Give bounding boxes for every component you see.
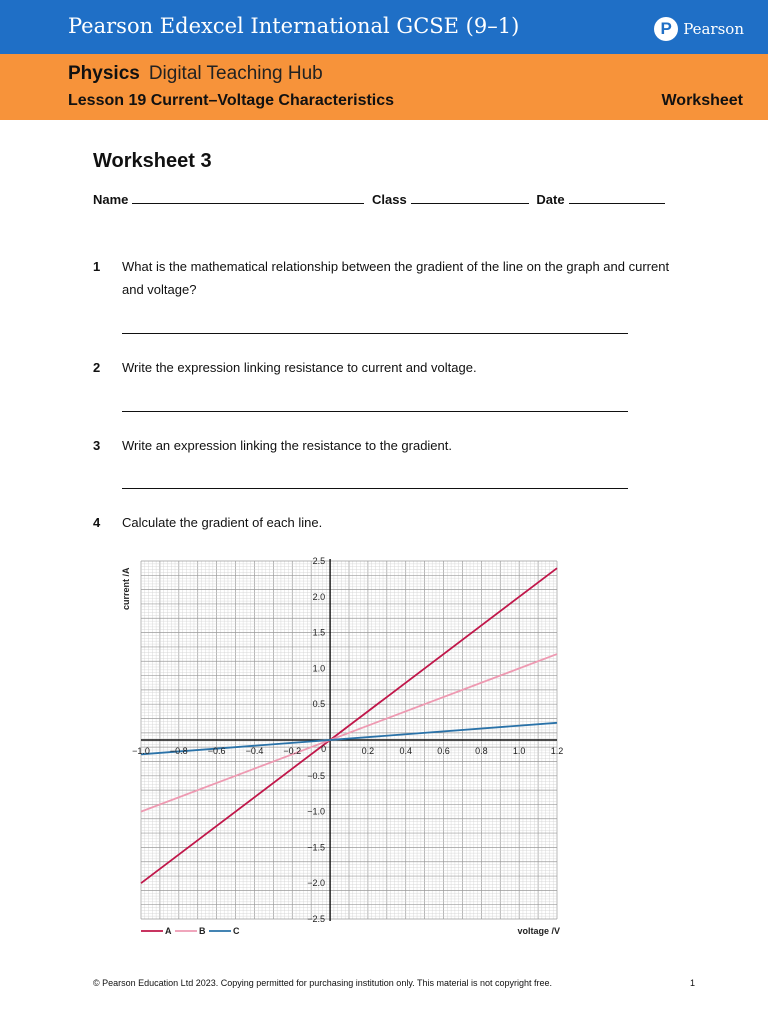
pearson-logo (654, 17, 744, 41)
origin-label: 0 (321, 744, 327, 754)
y-tick-label: −2.0 (307, 878, 326, 889)
x-tick-label: 0.8 (475, 746, 488, 756)
lesson-title: Lesson 19 Current–Voltage Characteristics (68, 92, 395, 109)
x-tick-label: −1.0 (132, 746, 150, 756)
answer-line-1[interactable] (122, 333, 628, 334)
answer-line-3[interactable] (122, 488, 628, 489)
hub-name: Digital Teaching Hub (148, 63, 323, 84)
date-label: Date (536, 192, 565, 207)
y-tick-label: 1.5 (312, 627, 326, 638)
y-tick-label: 2.0 (312, 591, 326, 602)
current-voltage-chart (110, 552, 580, 942)
student-fields (93, 191, 669, 207)
y-tick-label: −1.5 (307, 842, 326, 853)
pearson-logo-icon: P (654, 17, 678, 41)
question-text: What is the mathematical relationship between the gradient of the line on the graph and current and voltage? (122, 259, 670, 297)
question-number: 4 (93, 515, 101, 530)
question-text: Calculate the gradient of each line. (122, 515, 323, 530)
x-tick-label: −0.6 (207, 746, 226, 756)
worksheet-title: Worksheet 3 (93, 150, 212, 172)
question-number: 1 (93, 259, 101, 274)
x-tick-label: −0.8 (169, 746, 188, 756)
page-number: 1 (690, 978, 696, 988)
y-tick-label: −0.5 (307, 770, 326, 781)
class-field[interactable] (411, 191, 529, 204)
x-tick-label: 1.0 (512, 746, 526, 756)
class-label: Class (372, 192, 407, 207)
y-tick-label: −2.5 (307, 914, 326, 924)
copyright-notice: © Pearson Education Ltd 2023. Copying permitted for purchasing institution only. This material is not copyright free. (93, 978, 553, 988)
date-field[interactable] (569, 191, 665, 204)
legend-label-b: B (199, 926, 206, 936)
answer-line-2[interactable] (122, 411, 628, 412)
x-tick-label: −0.2 (283, 746, 302, 756)
x-tick-label: 1.2 (550, 746, 564, 756)
y-tick-label: 0.5 (312, 699, 326, 710)
lesson-banner (0, 54, 768, 120)
x-tick-label: 0.2 (361, 746, 375, 756)
y-tick-label: 2.5 (312, 556, 326, 566)
subject-line (68, 63, 323, 85)
legend-label-c: C (233, 926, 240, 936)
x-tick-label: −0.4 (245, 746, 264, 756)
x-axis-label: voltage /V (517, 926, 560, 936)
question-text: Write the expression linking resistance to current and voltage. (122, 360, 477, 375)
question-text: Write an expression linking the resistance to the gradient. (122, 438, 452, 453)
y-tick-label: 1.0 (312, 663, 326, 674)
legend-label-a: A (165, 926, 172, 936)
question-number: 3 (93, 438, 101, 453)
x-tick-label: 0.6 (437, 746, 450, 756)
name-label: Name (93, 192, 129, 207)
question-number: 2 (93, 360, 101, 375)
resource-type: Worksheet (661, 92, 743, 109)
top-banner (0, 0, 768, 54)
pearson-wordmark: Pearson (683, 20, 744, 38)
x-tick-label: 0.4 (399, 746, 412, 756)
subject-name: Physics (68, 63, 140, 84)
y-axis-label: current /A (121, 567, 131, 610)
qualification-title: Pearson Edexcel International GCSE (9–1) (68, 14, 520, 38)
y-tick-label: −1.0 (307, 806, 326, 817)
name-field[interactable] (132, 191, 364, 204)
